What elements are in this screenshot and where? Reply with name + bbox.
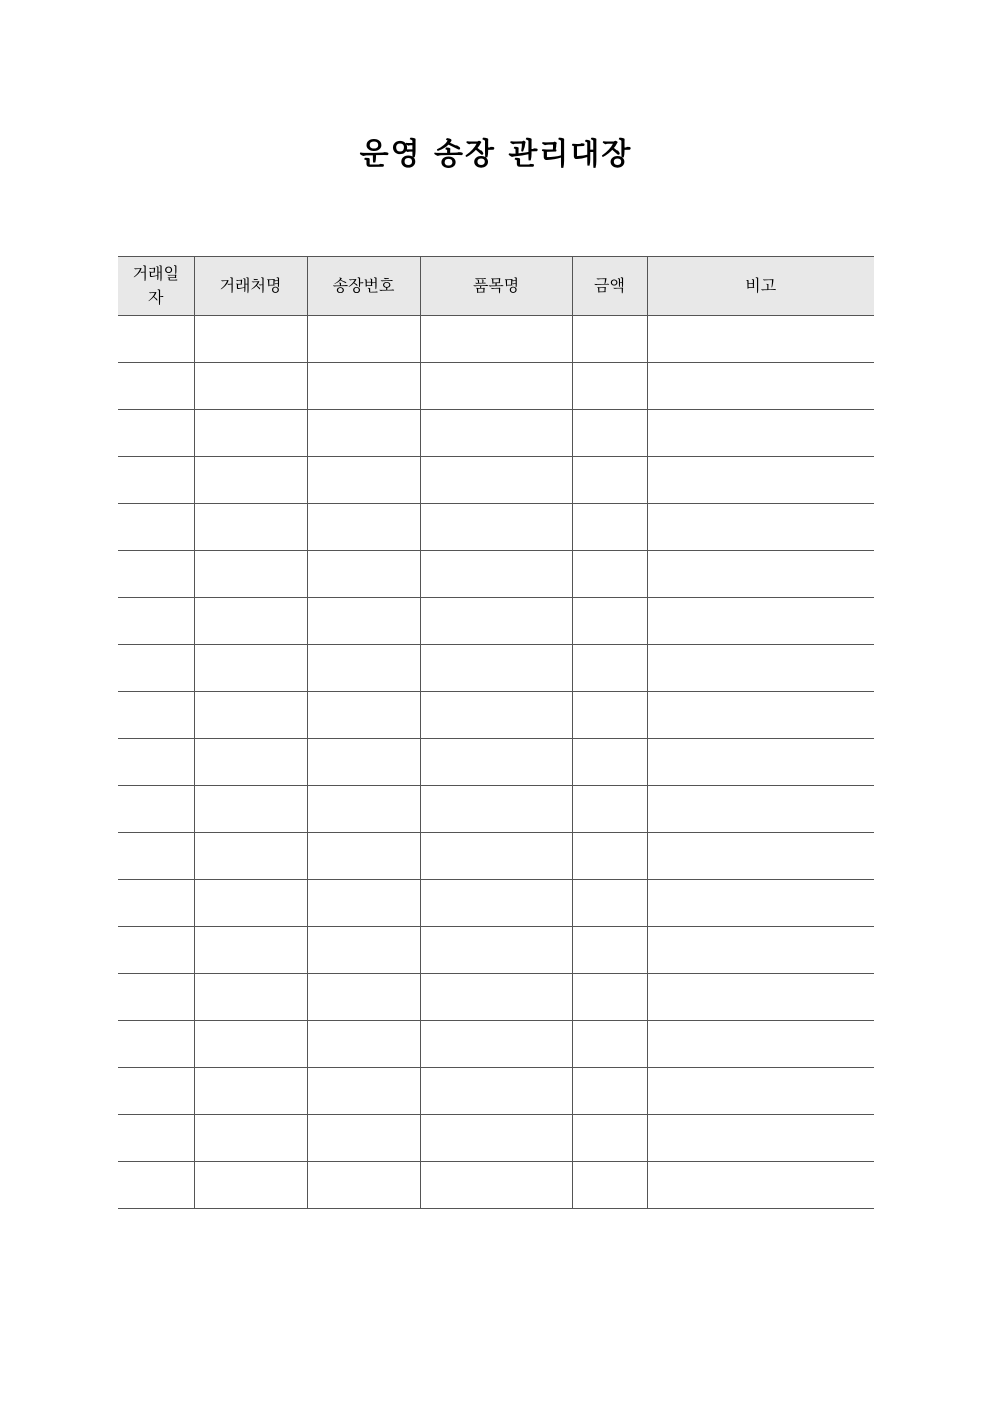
table-row bbox=[118, 786, 874, 833]
table-row bbox=[118, 692, 874, 739]
date-cell[interactable] bbox=[118, 1115, 194, 1162]
client-cell[interactable] bbox=[194, 645, 307, 692]
client-cell[interactable] bbox=[194, 1068, 307, 1115]
date-cell[interactable] bbox=[118, 786, 194, 833]
date-cell[interactable] bbox=[118, 457, 194, 504]
date-cell[interactable] bbox=[118, 1162, 194, 1209]
date-cell[interactable] bbox=[118, 551, 194, 598]
amount-cell[interactable] bbox=[572, 410, 647, 457]
table-row bbox=[118, 880, 874, 927]
client-cell[interactable] bbox=[194, 363, 307, 410]
invoice-number-cell[interactable] bbox=[307, 833, 420, 880]
amount-cell[interactable] bbox=[572, 880, 647, 927]
amount-cell[interactable] bbox=[572, 316, 647, 363]
client-cell[interactable] bbox=[194, 692, 307, 739]
date-cell[interactable] bbox=[118, 880, 194, 927]
amount-cell[interactable] bbox=[572, 833, 647, 880]
item-cell[interactable] bbox=[420, 927, 572, 974]
invoice-number-cell[interactable] bbox=[307, 1068, 420, 1115]
remarks-cell[interactable] bbox=[647, 1162, 874, 1209]
item-cell[interactable] bbox=[420, 645, 572, 692]
table-row bbox=[118, 974, 874, 1021]
table-row bbox=[118, 551, 874, 598]
client-cell[interactable] bbox=[194, 1162, 307, 1209]
invoice-number-cell[interactable] bbox=[307, 457, 420, 504]
client-cell[interactable] bbox=[194, 974, 307, 1021]
item-cell[interactable] bbox=[420, 598, 572, 645]
date-cell[interactable] bbox=[118, 739, 194, 786]
client-cell[interactable] bbox=[194, 504, 307, 551]
item-cell[interactable] bbox=[420, 833, 572, 880]
invoice-number-cell[interactable] bbox=[307, 1021, 420, 1068]
date-cell[interactable] bbox=[118, 504, 194, 551]
client-cell[interactable] bbox=[194, 880, 307, 927]
remarks-cell[interactable] bbox=[647, 974, 874, 1021]
amount-cell[interactable] bbox=[572, 974, 647, 1021]
remarks-cell[interactable] bbox=[647, 363, 874, 410]
client-cell[interactable] bbox=[194, 833, 307, 880]
client-cell[interactable] bbox=[194, 457, 307, 504]
invoice-number-cell[interactable] bbox=[307, 598, 420, 645]
invoice-number-cell[interactable] bbox=[307, 316, 420, 363]
amount-cell[interactable] bbox=[572, 1162, 647, 1209]
remarks-cell[interactable] bbox=[647, 833, 874, 880]
client-cell[interactable] bbox=[194, 739, 307, 786]
item-cell[interactable] bbox=[420, 363, 572, 410]
date-cell[interactable] bbox=[118, 974, 194, 1021]
amount-cell[interactable] bbox=[572, 363, 647, 410]
remarks-cell[interactable] bbox=[647, 504, 874, 551]
item-cell[interactable] bbox=[420, 692, 572, 739]
date-cell[interactable] bbox=[118, 1021, 194, 1068]
column-header-client: 거래처명 bbox=[194, 257, 307, 316]
table-row bbox=[118, 1021, 874, 1068]
page-title: 운영 송장 관리대장 bbox=[359, 137, 633, 172]
amount-cell[interactable] bbox=[572, 1068, 647, 1115]
amount-cell[interactable] bbox=[572, 692, 647, 739]
invoice-number-cell[interactable] bbox=[307, 363, 420, 410]
remarks-cell[interactable] bbox=[647, 739, 874, 786]
table-row bbox=[118, 1115, 874, 1162]
table-row bbox=[118, 316, 874, 363]
table-row bbox=[118, 927, 874, 974]
invoice-number-cell[interactable] bbox=[307, 786, 420, 833]
column-header-remarks: 비고 bbox=[647, 257, 874, 316]
remarks-cell[interactable] bbox=[647, 880, 874, 927]
date-cell[interactable] bbox=[118, 645, 194, 692]
item-cell[interactable] bbox=[420, 739, 572, 786]
invoice-number-cell[interactable] bbox=[307, 1162, 420, 1209]
client-cell[interactable] bbox=[194, 1021, 307, 1068]
date-cell[interactable] bbox=[118, 363, 194, 410]
remarks-cell[interactable] bbox=[647, 598, 874, 645]
amount-cell[interactable] bbox=[572, 739, 647, 786]
amount-cell[interactable] bbox=[572, 551, 647, 598]
invoice-number-cell[interactable] bbox=[307, 739, 420, 786]
item-cell[interactable] bbox=[420, 457, 572, 504]
amount-cell[interactable] bbox=[572, 504, 647, 551]
table-body bbox=[118, 316, 874, 1209]
date-cell[interactable] bbox=[118, 598, 194, 645]
table-row bbox=[118, 504, 874, 551]
invoice-number-cell[interactable] bbox=[307, 645, 420, 692]
item-cell[interactable] bbox=[420, 316, 572, 363]
amount-cell[interactable] bbox=[572, 645, 647, 692]
invoice-number-cell[interactable] bbox=[307, 880, 420, 927]
remarks-cell[interactable] bbox=[647, 316, 874, 363]
table-row bbox=[118, 410, 874, 457]
column-header-invoice-number: 송장번호 bbox=[307, 257, 420, 316]
remarks-cell[interactable] bbox=[647, 410, 874, 457]
invoice-number-cell[interactable] bbox=[307, 927, 420, 974]
invoice-number-cell[interactable] bbox=[307, 410, 420, 457]
remarks-cell[interactable] bbox=[647, 1115, 874, 1162]
client-cell[interactable] bbox=[194, 316, 307, 363]
table-row bbox=[118, 457, 874, 504]
table-row bbox=[118, 598, 874, 645]
date-cell[interactable] bbox=[118, 833, 194, 880]
column-header-date-label: 거래일자 bbox=[132, 264, 179, 307]
amount-cell[interactable] bbox=[572, 457, 647, 504]
client-cell[interactable] bbox=[194, 598, 307, 645]
amount-cell[interactable] bbox=[572, 598, 647, 645]
column-header-amount: 금액 bbox=[572, 257, 647, 316]
table-row bbox=[118, 645, 874, 692]
amount-cell[interactable] bbox=[572, 786, 647, 833]
client-cell[interactable] bbox=[194, 551, 307, 598]
remarks-cell[interactable] bbox=[647, 692, 874, 739]
remarks-cell[interactable] bbox=[647, 927, 874, 974]
table-row bbox=[118, 739, 874, 786]
item-cell[interactable] bbox=[420, 410, 572, 457]
date-cell[interactable] bbox=[118, 927, 194, 974]
item-cell[interactable] bbox=[420, 880, 572, 927]
amount-cell[interactable] bbox=[572, 1021, 647, 1068]
item-cell[interactable] bbox=[420, 1115, 572, 1162]
client-cell[interactable] bbox=[194, 927, 307, 974]
invoice-number-cell[interactable] bbox=[307, 551, 420, 598]
remarks-cell[interactable] bbox=[647, 786, 874, 833]
invoice-number-cell[interactable] bbox=[307, 692, 420, 739]
date-cell[interactable] bbox=[118, 410, 194, 457]
remarks-cell[interactable] bbox=[647, 457, 874, 504]
invoice-number-cell[interactable] bbox=[307, 504, 420, 551]
client-cell[interactable] bbox=[194, 410, 307, 457]
table-row bbox=[118, 1162, 874, 1209]
remarks-cell[interactable] bbox=[647, 551, 874, 598]
remarks-cell[interactable] bbox=[647, 645, 874, 692]
item-cell[interactable] bbox=[420, 1021, 572, 1068]
date-cell[interactable] bbox=[118, 692, 194, 739]
item-cell[interactable] bbox=[420, 504, 572, 551]
invoice-number-cell[interactable] bbox=[307, 1115, 420, 1162]
table-row bbox=[118, 1068, 874, 1115]
item-cell[interactable] bbox=[420, 974, 572, 1021]
remarks-cell[interactable] bbox=[647, 1021, 874, 1068]
date-cell[interactable] bbox=[118, 1068, 194, 1115]
table-header-row bbox=[118, 257, 874, 316]
table-row bbox=[118, 833, 874, 880]
invoice-ledger-table bbox=[118, 256, 874, 1209]
table-row bbox=[118, 363, 874, 410]
client-cell[interactable] bbox=[194, 1115, 307, 1162]
item-cell[interactable] bbox=[420, 551, 572, 598]
remarks-cell[interactable] bbox=[647, 1068, 874, 1115]
item-cell[interactable] bbox=[420, 1068, 572, 1115]
amount-cell[interactable] bbox=[572, 927, 647, 974]
date-cell[interactable] bbox=[118, 316, 194, 363]
item-cell[interactable] bbox=[420, 1162, 572, 1209]
amount-cell[interactable] bbox=[572, 1115, 647, 1162]
column-header-date bbox=[118, 257, 194, 316]
client-cell[interactable] bbox=[194, 786, 307, 833]
column-header-item: 품목명 bbox=[420, 257, 572, 316]
item-cell[interactable] bbox=[420, 786, 572, 833]
invoice-number-cell[interactable] bbox=[307, 974, 420, 1021]
